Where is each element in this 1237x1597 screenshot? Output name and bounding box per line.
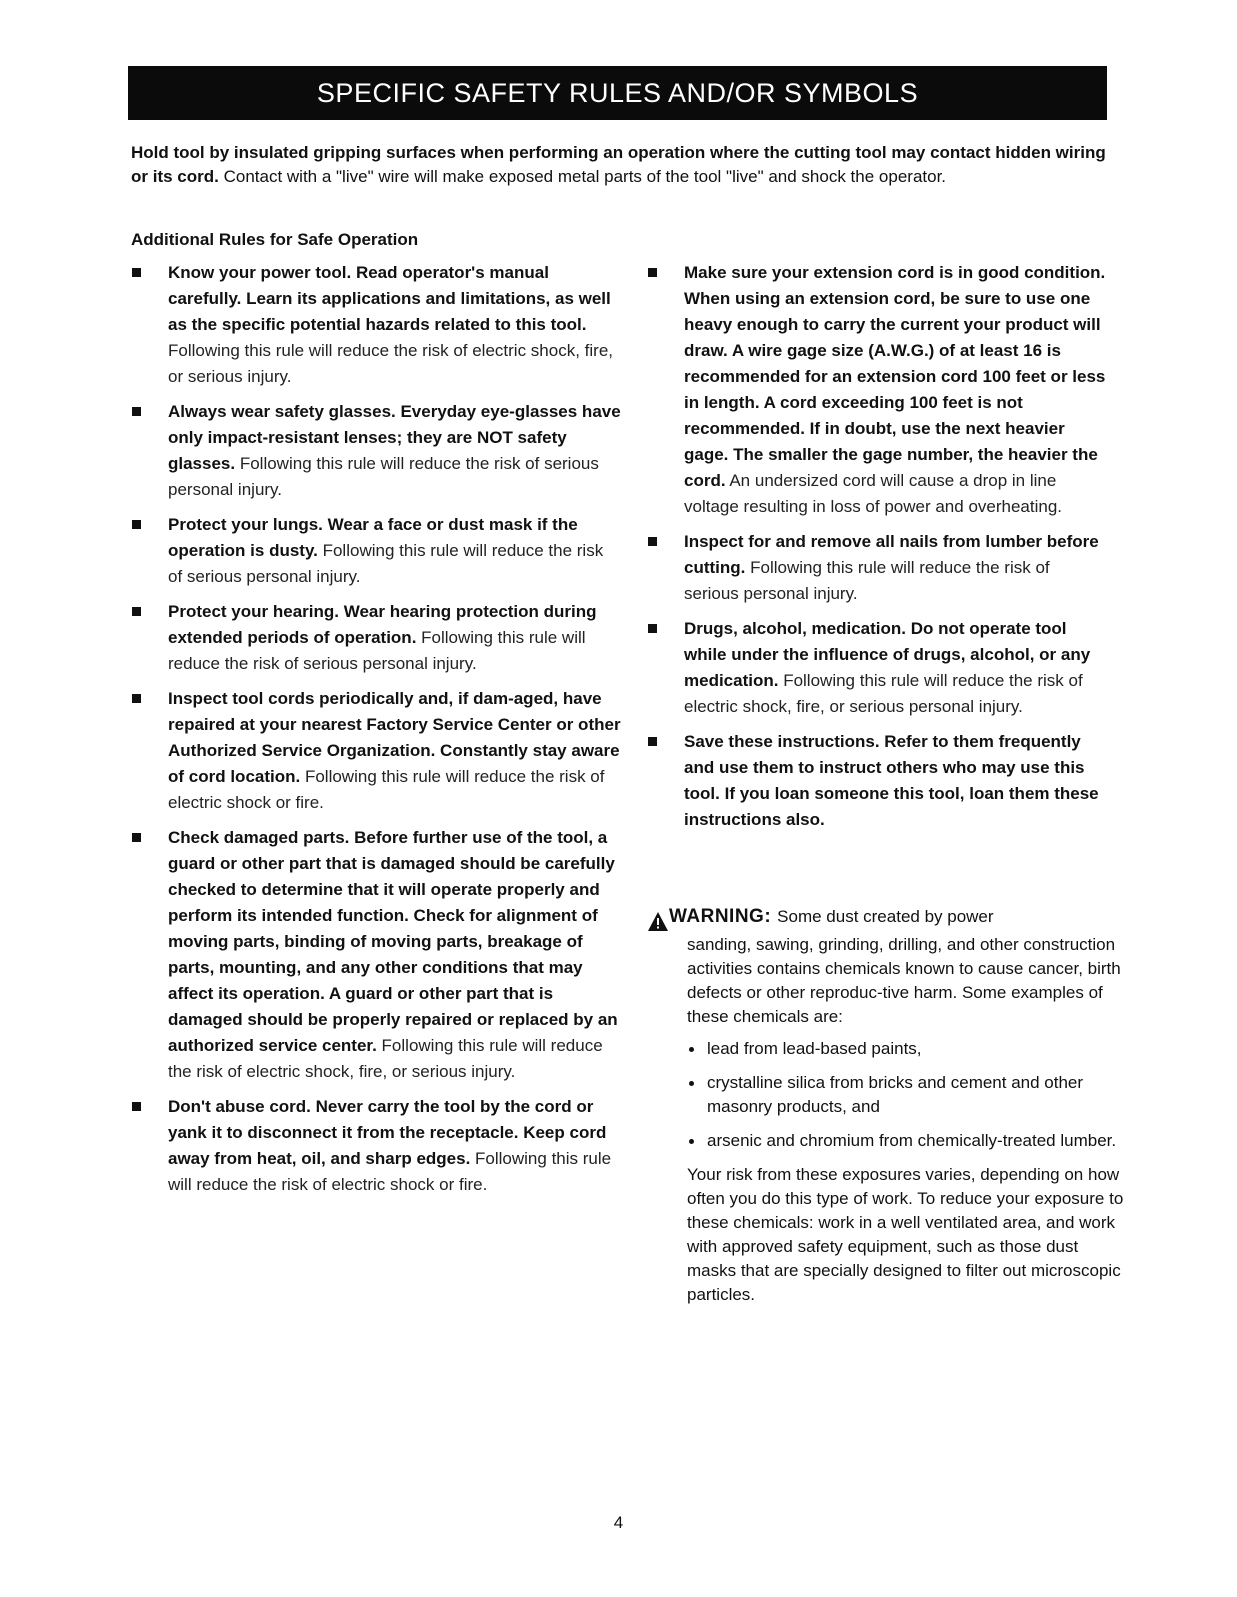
rule-bold-text: Always wear safety glasses. Everyday eye-glasses have only impact-resistant lenses; they are NOT safety glasses. [168,402,621,473]
list-item-text: crystalline silica from bricks and cement and other masonry products, and [707,1073,1084,1116]
rule-item [131,399,621,503]
intro-bold-text: Hold tool by insulated gripping surfaces when performing an operation where the cutting tool may contact hidden wiring or its cord. [131,143,1106,186]
intro-paragraph [131,141,1106,189]
rule-bold-text: Know your power tool. Read operator's manual carefully. Learn its applications and limitations, as well as the specific potential hazards related to this tool. [168,263,611,334]
list-item [687,1037,1127,1061]
intro-plain-text: Contact with a "live" wire will make exposed metal parts of the tool "live" and shock the operator. [218,167,947,186]
rule-plain-text: Following this rule will reduce the risk of serious personal injury. [168,541,604,586]
square-bullet-icon [132,694,141,703]
rule-plain-text: Following this rule will reduce the risk of serious personal injury. [168,454,599,499]
list-item-text: arsenic and chromium from chemically-treated lumber. [707,1131,1117,1150]
warning-list [687,1037,1127,1153]
warning-triangle-icon [647,911,669,933]
rule-bold-text: Inspect tool cords periodically and, if dam-aged, have repaired at your nearest Factory Service Center or other Authorized Service Organization. Constantly stay aware of cord location. [168,689,621,786]
rule-item [131,825,621,1085]
rule-bold-text: Don't abuse cord. Never carry the tool by the cord or yank it to disconnect it from the receptacle. Keep cord away from heat, oil, and sharp edges. [168,1097,607,1168]
warning-label: WARNING: [669,906,772,927]
rule-plain-text: Following this rule will reduce the risk of serious personal injury. [168,628,586,673]
rule-item [647,616,1107,720]
square-bullet-icon [648,537,657,546]
square-bullet-icon [648,624,657,633]
square-bullet-icon [132,1102,141,1111]
banner-title: SPECIFIC SAFETY RULES AND/OR SYMBOLS [316,77,919,108]
rule-item [131,1094,621,1198]
right-column [647,260,1107,842]
bullet-dot-icon [689,1047,694,1052]
rule-bold-text: Check damaged parts. Before further use of the tool, a guard or other part that is damaged should be carefully checked to determine that it will operate properly and perform its intended function. Check for alignment of moving parts, binding of moving parts, breakage of parts, mounting, and any other conditions that may affect its operation. A guard or other part that is damaged should be properly repaired or replaced by an authorized service center. [168,828,618,1055]
bullet-dot-icon [689,1139,694,1144]
section-title: Additional Rules for Safe Operation [131,230,419,249]
list-item [687,1071,1127,1119]
warning-footer: Your risk from these exposures varies, depending on how often you do this type of work. To reduce your exposure to these chemicals: work in a well ventilated area, and work with approved safety equipment, such as those dust masks that are specially designed to filter out microscopic particles. [687,1165,1124,1304]
square-bullet-icon [132,407,141,416]
list-item [687,1129,1127,1153]
square-bullet-icon [132,607,141,616]
rule-bold-text: Protect your hearing. Wear hearing protection during extended periods of operation. [168,602,597,647]
warning-first-line: Some dust created by power [777,907,994,926]
list-item-text: lead from lead-based paints, [707,1039,922,1058]
page-number: 4 [613,1513,624,1532]
rule-item [647,729,1107,833]
page-banner [128,66,1107,120]
rule-item [131,512,621,590]
rule-plain-text: An undersized cord will cause a drop in line voltage resulting in loss of power and overheating. [684,471,1063,516]
rule-item [131,260,621,390]
square-bullet-icon [648,268,657,277]
rule-bold-text: Make sure your extension cord is in good condition. When using an extension cord, be sure to use one heavy enough to carry the current your product will draw. A wire gage size (A.W.G.) of at least 16 is recommended for an extension cord 100 feet or less in length. A cord exceeding 100 feet is not recommended. If in doubt, use the next heavier gage. The smaller the gage number, the heavier the cord. [684,263,1106,490]
rule-item [131,599,621,677]
warning-body: sanding, sawing, grinding, drilling, and other construction activities contains chemicals known to cause cancer, birth defects or other reproduc-tive harm. Some examples of these chemicals are: [687,935,1121,1026]
bullet-dot-icon [689,1081,694,1086]
rule-bold-text: Save these instructions. Refer to them frequently and use them to instruct others who may use this tool. If you loan someone this tool, loan them these instructions also. [684,732,1099,829]
rule-item [647,260,1107,520]
rule-plain-text: Following this rule will reduce the risk of electric shock or fire. [168,767,605,812]
warning-box [647,905,1127,1307]
square-bullet-icon [132,268,141,277]
rule-plain-text: Following this rule will reduce the risk of electric shock, fire, or serious personal injury. [684,671,1083,716]
rule-bold-text: Protect your lungs. Wear a face or dust mask if the operation is dusty. [168,515,578,560]
square-bullet-icon [132,833,141,842]
left-column [131,260,621,1207]
rule-bold-text: Drugs, alcohol, medication. Do not operate tool while under the influence of drugs, alcohol, or any medication. [684,619,1091,690]
rule-plain-text: Following this rule will reduce the risk of electric shock, fire, or serious injury. [168,1036,603,1081]
rule-plain-text: Following this rule will reduce the risk of electric shock, fire, or serious injury. [168,341,613,386]
square-bullet-icon [648,737,657,746]
warning-heading [647,905,1127,933]
rule-plain-text: Following this rule will reduce the risk of serious personal injury. [684,558,1050,603]
square-bullet-icon [132,520,141,529]
rule-item [647,529,1107,607]
rule-bold-text: Inspect for and remove all nails from lumber before cutting. [684,532,1099,577]
rule-plain-text: Following this rule will reduce the risk of electric shock or fire. [168,1149,612,1194]
rule-item [131,686,621,816]
